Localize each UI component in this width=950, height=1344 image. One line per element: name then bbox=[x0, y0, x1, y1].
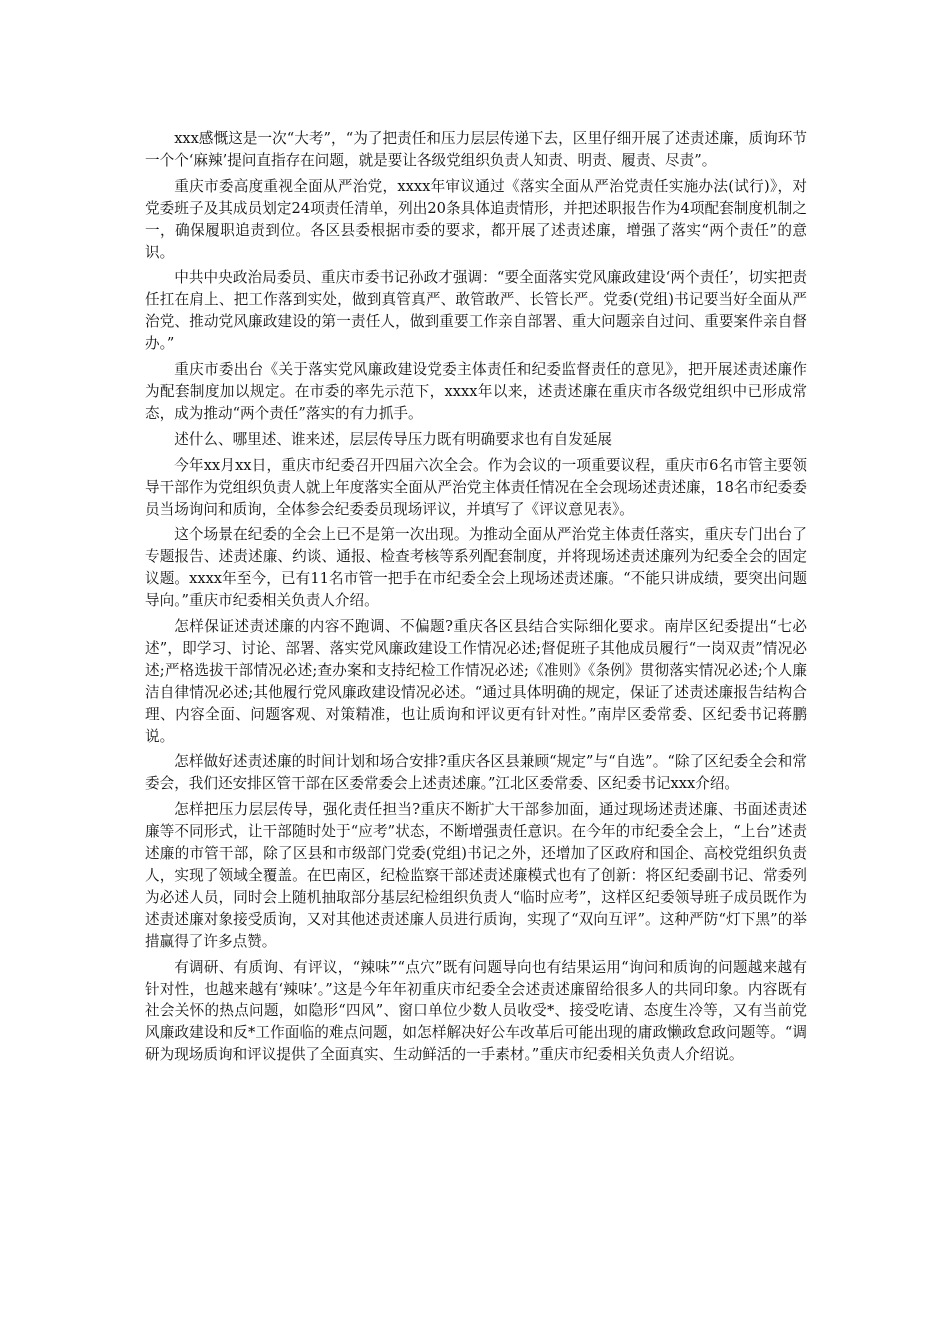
document-body bbox=[145, 128, 807, 1070]
paragraph-4: 重庆市委出台《关于落实党风廉政建设党委主体责任和纪委监督责任的意见》，把开展述责述廉作为配套制度加以规定。在市委的率先示范下，xxxx年以来，述责述廉在重庆市各级党组织中已形成常态，成为推动“两个责任”落实的有力抓手。 bbox=[145, 361, 807, 422]
section-heading: 述什么、哪里述、谁来述，层层传导压力既有明确要求也有自发延展 bbox=[174, 430, 613, 448]
paragraph-9: 怎样做好述责述廉的时间计划和场合安排?重庆各区县兼顾“规定”与“自选”。“除了区纪委全会和常委会，我们还安排区管干部在区委常委会上述责述廉。”江北区委常委、区纪委书记xxx介绍。 bbox=[145, 753, 807, 793]
paragraph-10: 怎样把压力层层传导，强化责任担当?重庆不断扩大干部参加面，通过现场述责述廉、书面述责述廉等不同形式，让干部随时处于“应考”状态，不断增强责任意识。在今年的市纪委全会上，“上台”述责述廉的市管干部，除了区县和市级部门党委(党组)书记之外，还增加了区政府和国企、高校党组织负责人，实现了领域全覆盖。在巴南区，纪检监察干部述责述廉模式也有了创新：将区纪委副书记、常委列为必述人员，同时会上随机抽取部分基层纪检组织负责人“临时应考”，这样区纪委领导班子成员既作为述责述廉对象接受质询，又对其他述责述廉人员进行质询，实现了“双向互评”。这种严防“灯下黑”的举措赢得了许多点赞。 bbox=[145, 801, 807, 950]
paragraph-2: 重庆市委高度重视全面从严治党，xxxx年审议通过《落实全面从严治党责任实施办法(试行)》，对党委班子及其成员划定24项责任清单，列出20条具体追责情形，并把述职报告作为4项配套制度机制之一，确保履职追责到位。各区县委根据市委的要求，都开展了述责述廉，增强了落实“两个责任”的意识。 bbox=[145, 177, 807, 261]
paragraph-6: 今年xx月xx日，重庆市纪委召开四届六次全会。作为会议的一项重要议程，重庆市6名市管主要领导干部作为党组织负责人就上年度落实全面从严治党主体责任情况在全会现场述责述廉，18名市纪委委员当场询问和质询，全体参会纪委委员现场评议，并填写了《评议意见表》。 bbox=[145, 456, 807, 518]
paragraph-1: xxx感慨这是一次“大考”，“为了把责任和压力层层传递下去，区里仔细开展了述责述廉，质询环节一个个‘麻辣’提问直指存在问题，就是要让各级党组织负责人知责、明责、履责、尽责”。 bbox=[145, 130, 807, 169]
paragraph-3: 中共中央政治局委员、重庆市委书记孙政才强调：“要全面落实党风廉政建设‘两个责任’，切实把责任扛在肩上、把工作落到实处，做到真管真严、敢管敢严、长管长严。党委(党组)书记要当好全面从严治党、推动党风廉政建设的第一责任人，做到重要工作亲自部署、重大问题亲自过问、重要案件亲自督办。” bbox=[145, 269, 807, 353]
paragraph-7: 这个场景在纪委的全会上已不是第一次出现。为推动全面从严治党主体责任落实，重庆专门出台了专题报告、述责述廉、约谈、通报、检查考核等系列配套制度，并将现场述责述廉列为纪委全会的固定议题。xxxx年至今，已有11名市管一把手在市纪委全会上现场述责述廉。“不能只讲成绩，要突出问题导向。”重庆市纪委相关负责人介绍。 bbox=[145, 526, 807, 610]
paragraph-11: 有调研、有质询、有评议，“辣味”“点穴”既有问题导向也有结果运用“询问和质询的问题越来越有针对性，也越来越有‘辣味’。”这是今年年初重庆市纪委全会述责述廉留给很多人的共同印象。内容既有社会关怀的热点问题，如隐形“四风”、窗口单位少数人员收受*、接受吃请、态度生冷等，又有当前党风廉政建设和反*工作面临的难点问题，如怎样解决好公车改革后可能出现的庸政懒政怠政问题等。“调研为现场质询和评议提供了全面真实、生动鲜活的一手素材。”重庆市纪委相关负责人介绍说。 bbox=[145, 958, 807, 1064]
paragraph-8: 怎样保证述责述廉的内容不跑调、不偏题?重庆各区县结合实际细化要求。南岸区纪委提出“七必述”，即学习、讨论、部署、落实党风廉政建设工作情况必述;督促班子其他成员履行“一岗双责”情况必述;严格选拔干部情况必述;查办案和支持纪检工作情况必述;《准则》《条例》贯彻落实情况必述;个人廉洁自律情况必述;其他履行党风廉政建设情况必述。“通过具体明确的规定，保证了述责述廉报告结构合理、内容全面、问题客观、对策精准，也让质询和评议更有针对性。”南岸区委常委、区纪委书记蒋鹏说。 bbox=[145, 618, 807, 745]
